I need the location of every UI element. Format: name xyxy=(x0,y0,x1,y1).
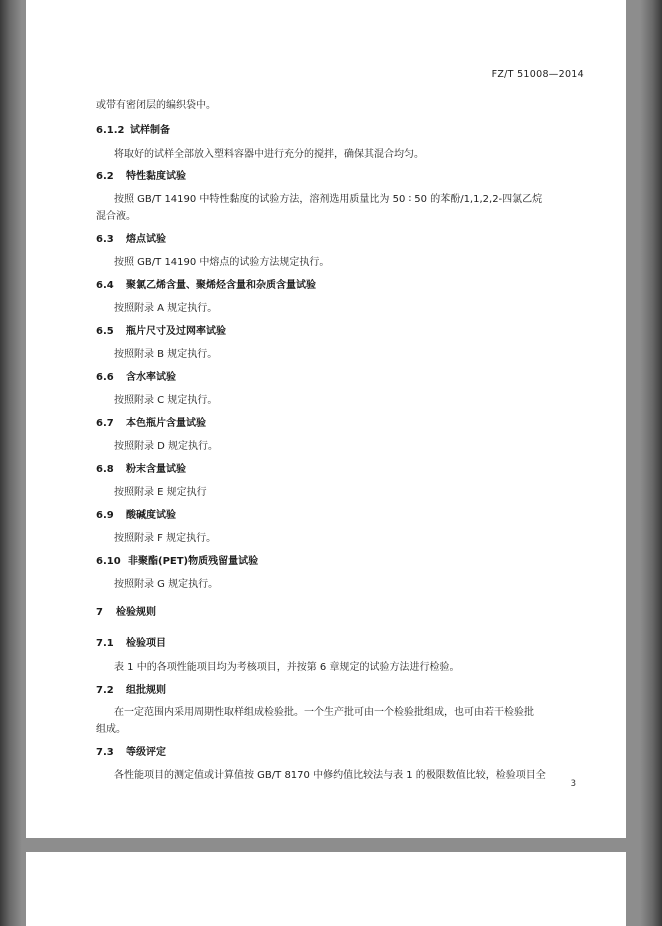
section-title: 聚氯乙烯含量、聚烯烃含量和杂质含量试验 xyxy=(126,280,316,291)
section-heading-7-1 xyxy=(96,634,166,649)
section-heading-6-3 xyxy=(96,230,166,245)
section-heading-6-1-2 xyxy=(96,121,170,136)
section-heading-7-3 xyxy=(96,743,166,758)
section-heading-6-10 xyxy=(96,552,258,567)
section-title: 试样制备 xyxy=(130,125,170,136)
section-number: 6.6 xyxy=(96,372,114,383)
section-title: 熔点试验 xyxy=(126,234,166,245)
section-title: 瓶片尺寸及过网率试验 xyxy=(126,326,226,337)
paragraph-line: 各性能项目的测定值或计算值按 GB/T 8170 中修约值比较法与表 1 的极限数值比较，检验项目全 xyxy=(114,770,546,781)
section-title: 等级评定 xyxy=(126,747,166,758)
paragraph-line: 按照附录 C 规定执行。 xyxy=(114,395,218,406)
paragraph-line: 按照附录 D 规定执行。 xyxy=(114,441,219,452)
section-number: 6.3 xyxy=(96,234,114,245)
section-number: 7 xyxy=(96,607,103,618)
section-heading-6-2 xyxy=(96,167,186,182)
paragraph-line: 混合液。 xyxy=(96,211,136,222)
section-title: 检验规则 xyxy=(116,607,156,618)
section-title: 组批规则 xyxy=(126,685,166,696)
section-heading-6-4 xyxy=(96,276,316,291)
section-title: 非聚酯(PET)物质残留量试验 xyxy=(128,556,259,567)
paragraph-line: 按照附录 G 规定执行。 xyxy=(114,579,219,590)
section-title: 酸碱度试验 xyxy=(126,510,176,521)
paragraph-line: 将取好的试样全部放入塑料容器中进行充分的搅拌，确保其混合均匀。 xyxy=(114,149,424,160)
section-title: 含水率试验 xyxy=(126,372,176,383)
paragraph-line: 按照附录 B 规定执行。 xyxy=(114,349,218,360)
document-code: FZ/T 51008—2014 xyxy=(491,69,584,80)
next-page-top xyxy=(26,852,626,926)
page-number: 3 xyxy=(570,779,576,789)
chapter-heading-7 xyxy=(96,603,156,618)
section-title: 特性黏度试验 xyxy=(126,171,186,182)
section-heading-6-8 xyxy=(96,460,186,475)
continuation-text: 或带有密闭层的编织袋中。 xyxy=(96,100,216,111)
section-heading-6-9 xyxy=(96,506,176,521)
paragraph-line: 按照附录 F 规定执行。 xyxy=(114,533,217,544)
section-title: 检验项目 xyxy=(126,638,166,649)
paragraph-line: 表 1 中的各项性能项目均为考核项目，并按第 6 章规定的试验方法进行检验。 xyxy=(114,662,460,673)
section-number: 6.1.2 xyxy=(96,125,125,136)
section-number: 6.5 xyxy=(96,326,114,337)
section-heading-7-2 xyxy=(96,681,166,696)
paragraph-line: 按照附录 E 规定执行 xyxy=(114,487,207,498)
section-number: 7.1 xyxy=(96,638,114,649)
paragraph-line: 在一定范围内采用周期性取样组成检验批。一个生产批可由一个检验批组成，也可由若干检验批 xyxy=(114,707,534,718)
paragraph-line: 按照 GB/T 14190 中特性黏度的试验方法，溶剂选用质量比为 50 ∶ 50 的苯酚/1,1,2,2-四氯乙烷 xyxy=(114,194,543,205)
section-number: 7.3 xyxy=(96,747,114,758)
section-number: 7.2 xyxy=(96,685,114,696)
paragraph-line: 组成。 xyxy=(96,724,126,735)
section-number: 6.10 xyxy=(96,556,121,567)
section-number: 6.4 xyxy=(96,280,114,291)
section-number: 6.8 xyxy=(96,464,114,475)
section-heading-6-6 xyxy=(96,368,176,383)
section-heading-6-7 xyxy=(96,414,206,429)
section-title: 粉末含量试验 xyxy=(126,464,186,475)
paragraph-line: 按照 GB/T 14190 中熔点的试验方法规定执行。 xyxy=(114,257,330,268)
section-heading-6-5 xyxy=(96,322,226,337)
paragraph-line: 按照附录 A 规定执行。 xyxy=(114,303,218,314)
section-number: 6.2 xyxy=(96,171,114,182)
document-page xyxy=(26,0,626,838)
section-title: 本色瓶片含量试验 xyxy=(126,418,206,429)
section-number: 6.9 xyxy=(96,510,114,521)
section-number: 6.7 xyxy=(96,418,114,429)
